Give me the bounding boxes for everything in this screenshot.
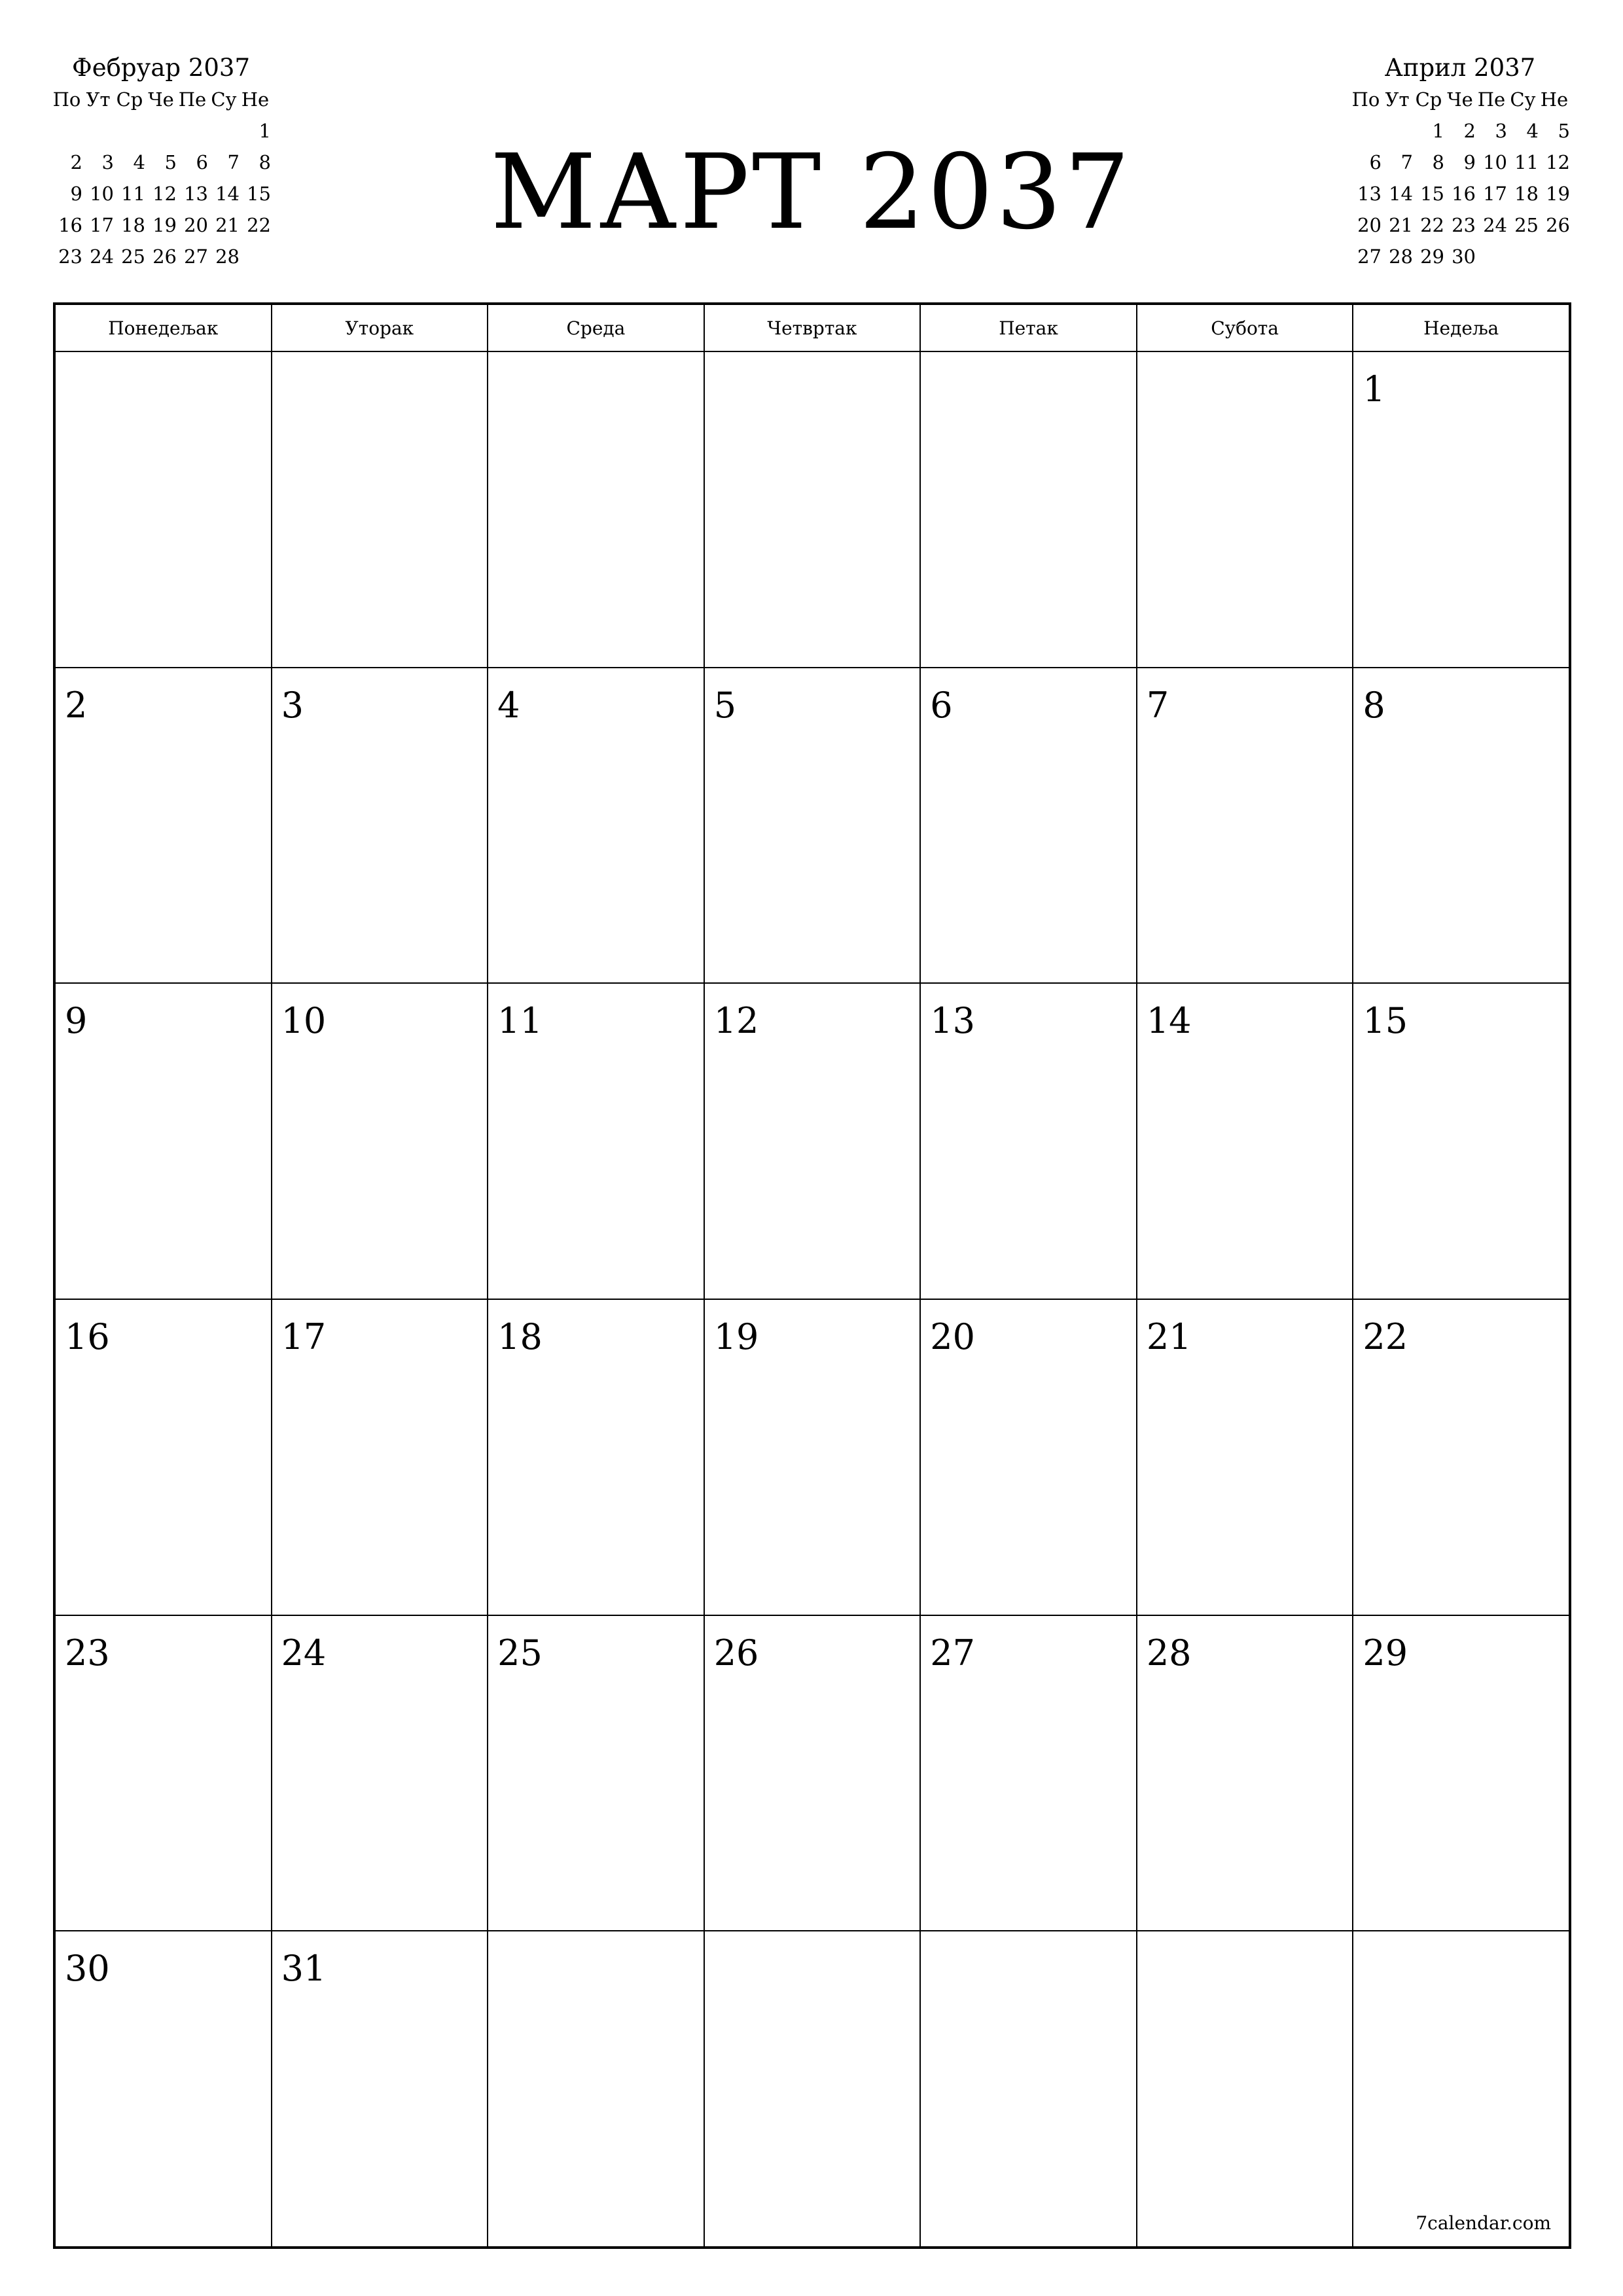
day-number: 8 xyxy=(1363,684,1385,726)
mini-day: 15 xyxy=(247,183,271,205)
week-row xyxy=(55,1931,1569,2247)
mini-weekday: Су xyxy=(1510,88,1536,111)
day-cell xyxy=(55,351,272,668)
mini-day: 22 xyxy=(1420,214,1444,236)
day-cell xyxy=(1353,668,1569,984)
day-cell xyxy=(55,1931,272,2247)
mini-day: 25 xyxy=(121,245,145,268)
day-number: 2 xyxy=(65,684,88,726)
mini-weekday: Ут xyxy=(86,88,111,111)
day-cell xyxy=(1353,1299,1569,1615)
day-cell xyxy=(1137,983,1353,1299)
mini-day: 13 xyxy=(1357,183,1382,205)
month-grid xyxy=(53,302,1571,2249)
mini-day: 12 xyxy=(1546,151,1570,173)
day-number: 14 xyxy=(1146,1000,1192,1042)
mini-weekday: Че xyxy=(148,88,174,111)
day-cell xyxy=(1353,351,1569,668)
mini-day: 27 xyxy=(1357,245,1382,268)
day-number: 29 xyxy=(1363,1632,1408,1674)
mini-week-row xyxy=(1350,178,1570,209)
day-cell xyxy=(1353,1615,1569,1931)
mini-week-row xyxy=(51,241,271,272)
mini-day: 1 xyxy=(259,120,271,142)
day-cell xyxy=(1137,1299,1353,1615)
mini-weekday: Не xyxy=(1540,88,1569,111)
day-number: 12 xyxy=(713,1000,759,1042)
mini-day: 19 xyxy=(152,214,177,236)
day-cell xyxy=(1353,983,1569,1299)
mini-weekday: Пе xyxy=(1477,88,1506,111)
day-number: 25 xyxy=(497,1632,543,1674)
day-cell xyxy=(272,1615,488,1931)
weekday-header: Субота xyxy=(1137,304,1353,351)
mini-day: 2 xyxy=(1463,120,1476,142)
day-cell xyxy=(920,1931,1137,2247)
mini-day xyxy=(240,241,271,272)
day-cell xyxy=(272,1299,488,1615)
day-cell xyxy=(704,1299,921,1615)
day-number: 15 xyxy=(1363,1000,1408,1042)
mini-day: 17 xyxy=(90,214,114,236)
mini-day: 3 xyxy=(1495,120,1507,142)
day-cell xyxy=(1137,1931,1353,2247)
mini-day xyxy=(1476,241,1507,272)
mini-day: 18 xyxy=(121,214,145,236)
mini-weekday: Ут xyxy=(1385,88,1410,111)
mini-week-row xyxy=(1350,115,1570,147)
mini-day: 28 xyxy=(1389,245,1413,268)
mini-day: 27 xyxy=(184,245,208,268)
mini-day: 15 xyxy=(1420,183,1444,205)
day-cell xyxy=(488,983,704,1299)
mini-weekday: Ср xyxy=(1415,88,1442,111)
day-number: 3 xyxy=(281,684,304,726)
day-number: 21 xyxy=(1146,1316,1192,1357)
day-cell xyxy=(1137,668,1353,984)
day-cell xyxy=(272,983,488,1299)
mini-day xyxy=(1507,241,1539,272)
mini-day: 26 xyxy=(152,245,177,268)
mini-day: 20 xyxy=(1357,214,1382,236)
mini-day: 9 xyxy=(70,183,82,205)
mini-day: 9 xyxy=(1463,151,1476,173)
day-number: 22 xyxy=(1363,1316,1408,1357)
mini-day: 11 xyxy=(121,183,145,205)
mini-day: 18 xyxy=(1514,183,1539,205)
day-cell xyxy=(1137,351,1353,668)
mini-week-row xyxy=(1350,147,1570,178)
mini-day: 29 xyxy=(1420,245,1444,268)
day-cell xyxy=(55,668,272,984)
mini-day: 28 xyxy=(215,245,240,268)
day-cell xyxy=(704,668,921,984)
day-number: 1 xyxy=(1363,368,1385,410)
mini-weekday: Ср xyxy=(116,88,143,111)
mini-day: 24 xyxy=(1483,214,1507,236)
mini-weekday: Че xyxy=(1447,88,1473,111)
mini-weekday: Не xyxy=(241,88,270,111)
day-cell xyxy=(488,1931,704,2247)
day-number: 23 xyxy=(65,1632,110,1674)
day-cell xyxy=(55,1299,272,1615)
day-number: 10 xyxy=(281,1000,327,1042)
mini-day: 4 xyxy=(1526,120,1539,142)
day-cell xyxy=(920,351,1137,668)
day-number: 17 xyxy=(281,1316,327,1357)
mini-day: 16 xyxy=(1452,183,1476,205)
mini-week-row xyxy=(1350,241,1570,272)
mini-day xyxy=(1539,241,1570,272)
weekday-header: Недеља xyxy=(1353,304,1569,351)
day-cell xyxy=(920,983,1137,1299)
mini-day: 12 xyxy=(152,183,177,205)
week-row xyxy=(55,1615,1569,1931)
day-number: 4 xyxy=(497,684,520,726)
day-cell xyxy=(488,1615,704,1931)
mini-day: 4 xyxy=(133,151,145,173)
mini-day: 6 xyxy=(1369,151,1382,173)
day-cell xyxy=(920,1299,1137,1615)
weekday-header: Четвртак xyxy=(704,304,921,351)
mini-day: 21 xyxy=(215,214,240,236)
day-cell xyxy=(272,1931,488,2247)
mini-day: 21 xyxy=(1389,214,1413,236)
page-title: МАРТ 2037 xyxy=(490,132,1133,253)
day-cell xyxy=(1137,1615,1353,1931)
mini-week-row xyxy=(1350,209,1570,241)
mini-day: 5 xyxy=(164,151,177,173)
mini-day: 26 xyxy=(1546,214,1570,236)
mini-day: 19 xyxy=(1546,183,1570,205)
mini-day: 25 xyxy=(1514,214,1539,236)
mini-day: 23 xyxy=(1452,214,1476,236)
day-cell xyxy=(920,1615,1137,1931)
mini-calendar-next-table xyxy=(1350,84,1570,272)
mini-weekday: Пе xyxy=(178,88,207,111)
week-row xyxy=(55,983,1569,1299)
mini-day: 11 xyxy=(1514,151,1539,173)
mini-day xyxy=(1350,115,1382,147)
weekday-header: Понедељак xyxy=(55,304,272,351)
mini-day: 8 xyxy=(1432,151,1444,173)
mini-day: 30 xyxy=(1452,245,1476,268)
mini-day: 14 xyxy=(215,183,240,205)
day-cell xyxy=(488,1299,704,1615)
day-number: 13 xyxy=(930,1000,975,1042)
day-cell xyxy=(920,668,1137,984)
day-cell xyxy=(704,983,921,1299)
day-cell xyxy=(272,351,488,668)
mini-day xyxy=(1382,115,1413,147)
mini-calendar-next-title: Април 2037 xyxy=(1384,54,1536,82)
mini-day: 24 xyxy=(90,245,114,268)
mini-day: 22 xyxy=(247,214,271,236)
mini-day: 8 xyxy=(259,151,271,173)
day-number: 19 xyxy=(713,1316,759,1357)
day-number: 11 xyxy=(497,1000,543,1042)
day-cell xyxy=(488,351,704,668)
day-number: 18 xyxy=(497,1316,543,1357)
mini-day: 7 xyxy=(227,151,240,173)
mini-weekday: По xyxy=(1351,88,1380,111)
day-cell xyxy=(704,1931,921,2247)
day-number: 5 xyxy=(713,684,737,726)
day-cell xyxy=(488,668,704,984)
day-number: 20 xyxy=(930,1316,975,1357)
mini-day: 20 xyxy=(184,214,208,236)
day-cell xyxy=(55,983,272,1299)
day-cell xyxy=(272,668,488,984)
day-number: 6 xyxy=(930,684,953,726)
day-number: 24 xyxy=(281,1632,327,1674)
week-row xyxy=(55,668,1569,984)
day-cell xyxy=(55,1615,272,1931)
weekday-header: Среда xyxy=(488,304,704,351)
mini-day: 6 xyxy=(196,151,208,173)
mini-day: 3 xyxy=(101,151,114,173)
weekday-header: Петак xyxy=(920,304,1137,351)
mini-calendar-next xyxy=(1350,52,1570,272)
day-number: 26 xyxy=(713,1632,759,1674)
day-number: 9 xyxy=(65,1000,88,1042)
mini-day: 17 xyxy=(1483,183,1507,205)
day-number: 30 xyxy=(65,1948,110,1990)
mini-day: 13 xyxy=(184,183,208,205)
day-number: 31 xyxy=(281,1948,327,1990)
weekday-header: Уторак xyxy=(272,304,488,351)
mini-day: 16 xyxy=(58,214,82,236)
day-cell xyxy=(704,1615,921,1931)
day-cell xyxy=(704,351,921,668)
day-number: 16 xyxy=(65,1316,110,1357)
day-number: 7 xyxy=(1146,684,1169,726)
mini-day: 1 xyxy=(1432,120,1444,142)
day-number: 27 xyxy=(930,1632,975,1674)
mini-day: 14 xyxy=(1389,183,1413,205)
mini-day: 10 xyxy=(1483,151,1507,173)
mini-weekday: По xyxy=(52,88,81,111)
mini-day: 23 xyxy=(58,245,82,268)
mini-weekday: Су xyxy=(211,88,237,111)
day-cell xyxy=(1353,1931,1569,2247)
footer-credit: 7calendar.com xyxy=(1416,2212,1551,2234)
mini-day: 7 xyxy=(1400,151,1413,173)
week-row xyxy=(55,351,1569,668)
mini-day: 5 xyxy=(1558,120,1570,142)
mini-day: 2 xyxy=(70,151,82,173)
day-number: 28 xyxy=(1146,1632,1192,1674)
mini-calendar-prev-title: Фебруар 2037 xyxy=(71,54,250,82)
week-row xyxy=(55,1299,1569,1615)
mini-day: 10 xyxy=(90,183,114,205)
